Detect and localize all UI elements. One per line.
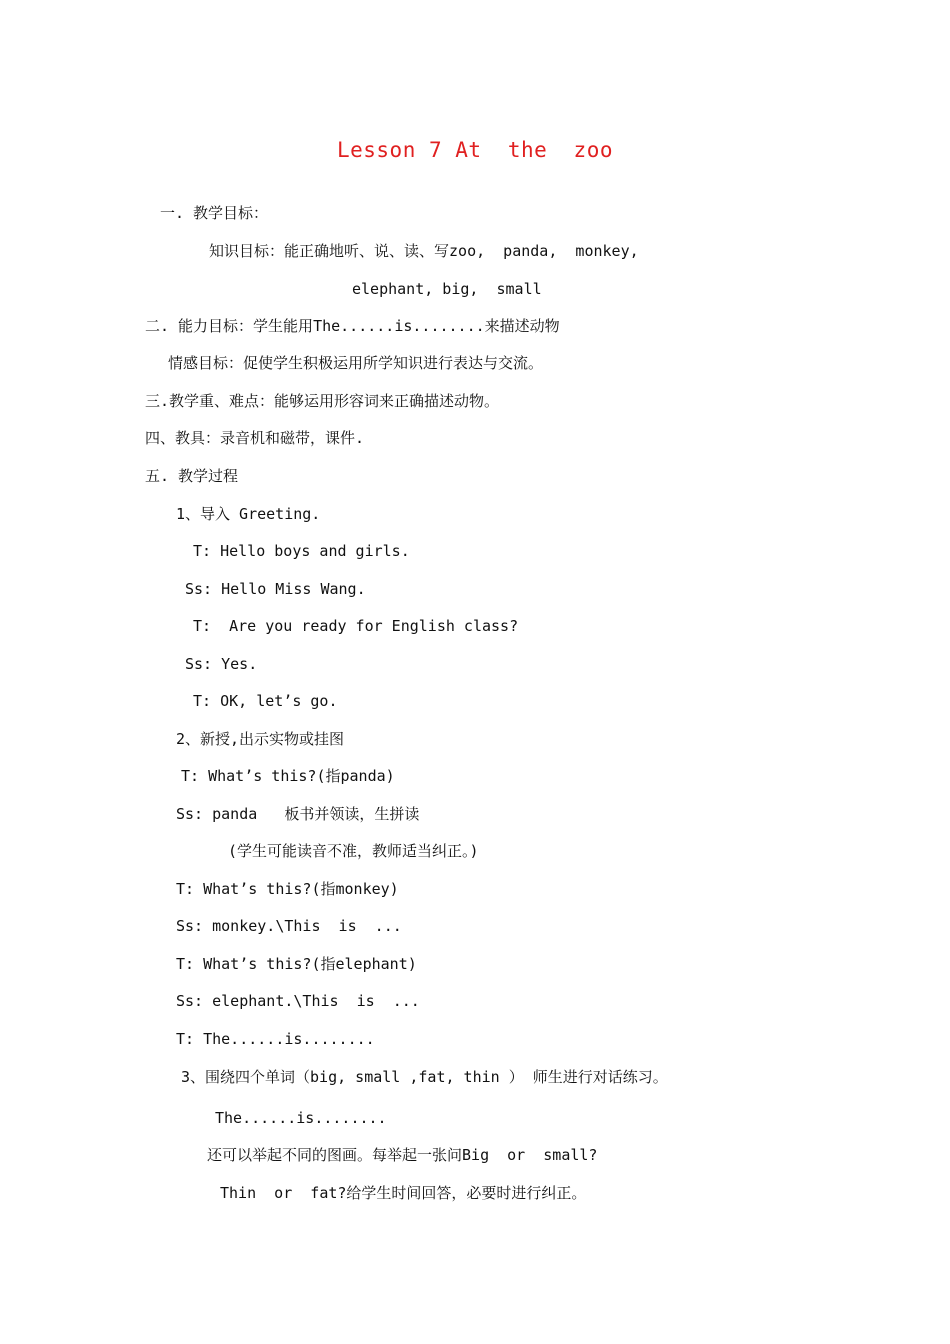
dialogue-line: T: The......is........ — [176, 1030, 375, 1048]
dialogue-line: Ss: panda 板书并领读，生拼读 — [176, 805, 420, 823]
sentence-pattern: The......is........ — [215, 1109, 387, 1127]
dialogue-line: Ss: elephant.\This is ... — [176, 992, 420, 1010]
knowledge-objective-cont: elephant, big, small — [352, 280, 542, 298]
dialogue-line: T: OK, let’s go. — [193, 692, 338, 710]
dialogue-line: T: What’s this?(指monkey) — [176, 880, 399, 898]
dialogue-line: Ss: Hello Miss Wang. — [185, 580, 366, 598]
step-new-teaching: 2、新授,出示实物或挂图 — [176, 730, 345, 748]
step-greeting: 1、导入 Greeting. — [176, 505, 321, 523]
step-practice: 3、围绕四个单词（big, small ,fat, thin ） 师生进行对话练习。 — [181, 1068, 668, 1086]
ability-objective: 二. 能力目标：学生能用The......is........来描述动物 — [145, 317, 560, 335]
section-teaching-objectives: 一. 教学目标： — [160, 204, 269, 222]
practice-instruction-cont: Thin or fat?给学生时间回答，必要时进行纠正。 — [220, 1184, 587, 1202]
dialogue-line: T: Hello boys and girls. — [193, 542, 410, 560]
practice-instruction: 还可以举起不同的图画。每举起一张问Big or small? — [207, 1146, 598, 1164]
lesson-title: Lesson 7 At the zoo — [336, 138, 613, 162]
emotion-objective: 情感目标：促使学生积极运用所学知识进行表达与交流。 — [168, 354, 544, 372]
key-difficult-points: 三.教学重、难点：能够运用形容词来正确描述动物。 — [145, 392, 500, 410]
dialogue-line: Ss: monkey.\This is ... — [176, 917, 402, 935]
dialogue-line: T: What’s this?(指panda) — [181, 767, 395, 785]
teaching-note: (学生可能读音不准，教师适当纠正。) — [228, 842, 479, 860]
dialogue-line: T: Are you ready for English class? — [193, 617, 519, 635]
dialogue-line: T: What’s this?(指elephant) — [176, 955, 417, 973]
knowledge-objective: 知识目标：能正确地听、说、读、写zoo, panda, monkey, — [209, 242, 639, 260]
dialogue-line: Ss: Yes. — [185, 655, 258, 673]
teaching-aids: 四、教具：录音机和磁带，课件. — [145, 429, 365, 447]
section-teaching-process: 五. 教学过程 — [145, 467, 239, 485]
